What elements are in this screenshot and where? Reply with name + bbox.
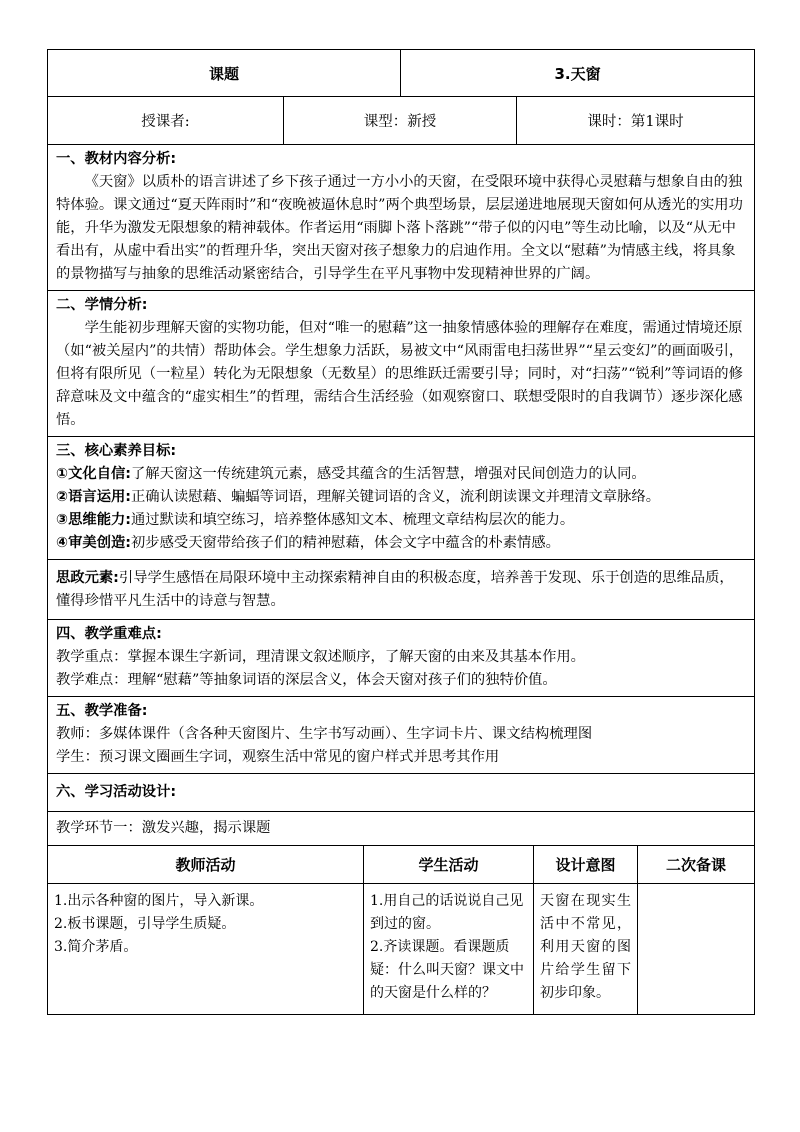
goal-item	[56, 463, 746, 486]
goal-label: ②语言运用:	[56, 489, 132, 505]
section-material-body: 《天窗》以质朴的语言讲述了乡下孩子通过一方小小的天窗，在受限环境中获得心灵慰藉与想象自由的独特体验。课文通过“夏天阵雨时”和“夜晚被逼休息时”两个典型场景，层层递进地展现天窗如何从透光的实用功能，升华为激发无限想象的精神载体。作者运用“雨脚卜落卜落跳”“带子似的闪电”等生动比喻，以及“从无中看出有，从虚中看出实”的哲理升华，突出天窗对孩子想象力的启迪作用。全文以“慰藉”为情感主线，将具象的景物描写与抽象的思维活动紧密结合，引导学生在平凡事物中发现精神世界的广阔。	[56, 174, 743, 282]
lesson-period: 课时：第1课时	[517, 97, 755, 145]
topic-label: 课题	[48, 50, 401, 97]
preparation-line: 学生：预习课文圈画生字词，观察生活中常见的窗户样式并思考其作用	[56, 749, 500, 765]
section-keypoints-title: 四、教学重难点:	[56, 626, 162, 642]
teacher-activity-cell	[48, 884, 364, 1015]
teacher-step: 3.简介茅盾。	[54, 939, 138, 955]
goal-text: 通过默读和填空练习，培养整体感知文本、梳理文章结构层次的能力。	[131, 512, 575, 528]
student-step: 2.齐读课题。看课题质疑：什么叫天窗？课文中的天窗是什么样的？	[370, 939, 524, 1001]
lesson-type: 课型：新授	[284, 97, 517, 145]
goal-item	[56, 486, 746, 509]
ideology-label: 思政元素:	[56, 570, 119, 586]
goal-item	[56, 532, 746, 555]
goal-label: ①文化自信:	[56, 466, 132, 482]
student-activity-cell	[364, 884, 534, 1015]
section-students-body: 学生能初步理解天窗的实物功能，但对“唯一的慰藉”这一抽象情感体验的理解存在难度，需通过情境还原（如“被关屋内”的共情）帮助体会。学生想象力活跃，易被文中“风雨雷电扫荡世界”“星云变幻”的画面吸引，但将有限所见（一粒星）转化为无限想象（无数星）的思维跃迁需要引导；同时，对“扫荡”“锐利”等词语的修辞意味及文中蕴含的“虚实相生”的哲理，需结合生活经验（如观察窗口、联想受限时的自我调节）逐步深化感悟。	[56, 320, 744, 428]
topic-value: 3.天窗	[401, 50, 755, 97]
col-second-prep: 二次备课	[638, 846, 755, 884]
ideology-text: 引导学生感悟在局限环境中主动探索精神自由的积极态度，培养善于发现、乐于创造的思维品质，懂得珍惜平凡生活中的诗意与智慧。	[56, 570, 734, 609]
goal-item	[56, 509, 746, 532]
section-activities-title: 六、学习活动设计:	[56, 783, 177, 800]
student-step: 1.用自己的话说说自己见到过的窗。	[370, 893, 524, 932]
section-activities	[48, 774, 755, 812]
col-student-activity: 学生活动	[364, 846, 534, 884]
col-teacher-activity: 教师活动	[48, 846, 364, 884]
goal-text: 初步感受天窗带给孩子们的精神慰藉，体会文字中蕴含的朴素情感。	[131, 535, 560, 551]
lesson-plan-table	[47, 49, 755, 1015]
section-material	[48, 145, 755, 291]
col-design-intent: 设计意图	[534, 846, 638, 884]
teacher-label: 授课者:	[48, 97, 284, 145]
lesson-plan-sheet	[47, 49, 754, 1015]
goal-label: ③思维能力:	[56, 512, 132, 528]
second-prep-cell	[638, 884, 755, 1015]
preparation-line: 教师：多媒体课件（含各种天窗图片、生字书写动画）、生字词卡片、课文结构梳理图	[56, 726, 593, 742]
section-keypoints	[48, 620, 755, 697]
section-material-title: 一、教材内容分析:	[56, 151, 177, 167]
section-goals-title: 三、核心素养目标:	[56, 443, 177, 459]
section-ideology	[48, 560, 755, 620]
section-goals	[48, 437, 755, 560]
goal-text: 了解天窗这一传统建筑元素，感受其蕴含的生活智慧，增强对民间创造力的认同。	[131, 466, 646, 482]
design-intent-cell: 天窗在现实生活中不常见，利用天窗的图片给学生留下初步印象。	[534, 884, 638, 1015]
section-preparation-title: 五、教学准备:	[56, 703, 148, 719]
section-preparation	[48, 697, 755, 774]
goal-text: 正确认读慰藉、蝙蝠等词语，理解关键词语的含义，流利朗读课文并理清文章脉络。	[131, 489, 660, 505]
keypoint-line: 教学重点：掌握本课生字新词，理清课文叙述顺序，了解天窗的由来及其基本作用。	[56, 649, 585, 665]
goal-label: ④审美创造:	[56, 535, 132, 551]
section-students	[48, 291, 755, 437]
section-students-title: 二、学情分析:	[56, 297, 148, 313]
activity-stage: 教学环节一：激发兴趣，揭示课题	[48, 812, 755, 846]
teacher-step: 1.出示各种窗的图片，导入新课。	[54, 893, 264, 909]
teacher-step: 2.板书课题，引导学生质疑。	[54, 916, 236, 932]
keypoint-line: 教学难点：理解“慰藉”等抽象词语的深层含义，体会天窗对孩子们的独特价值。	[56, 672, 557, 688]
